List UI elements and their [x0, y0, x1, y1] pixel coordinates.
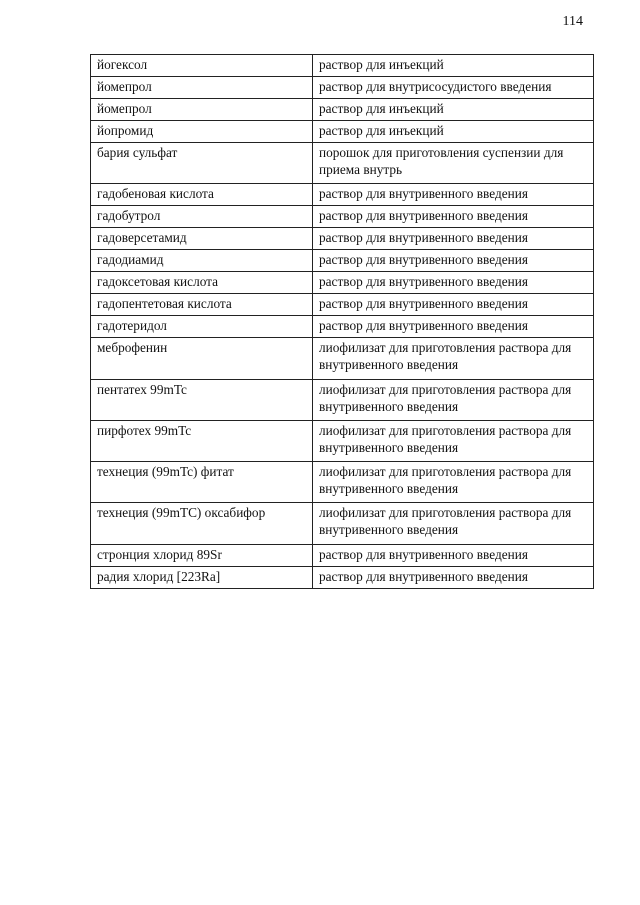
drug-name-cell: пентатех 99mTc	[91, 379, 313, 420]
page-number: 114	[562, 14, 583, 29]
table-row	[91, 143, 594, 184]
dosage-form-cell: раствор для инъекций	[313, 99, 594, 121]
table-row	[91, 206, 594, 228]
table-row	[91, 294, 594, 316]
dosage-form-cell: раствор для инъекций	[313, 55, 594, 77]
dosage-form-cell: раствор для внутривенного введения	[313, 228, 594, 250]
drug-name-cell: гадопентетовая кислота	[91, 294, 313, 316]
drug-name-cell: йомепрол	[91, 99, 313, 121]
table-row	[91, 250, 594, 272]
drug-name-cell: пирфотех 99mTc	[91, 420, 313, 461]
drug-name-cell: технеция (99mTC) оксабифор	[91, 503, 313, 544]
drug-name-cell: бария сульфат	[91, 143, 313, 184]
table-row	[91, 184, 594, 206]
dosage-form-cell: раствор для внутривенного введения	[313, 566, 594, 588]
dosage-form-cell: раствор для внутривенного введения	[313, 316, 594, 338]
table-row	[91, 77, 594, 99]
drug-name-cell: йомепрол	[91, 77, 313, 99]
table-row	[91, 228, 594, 250]
table-row	[91, 379, 594, 420]
dosage-form-cell: раствор для внутривенного введения	[313, 250, 594, 272]
dosage-form-cell: лиофилизат для приготовления раствора для внутривенного введения	[313, 420, 594, 461]
dosage-form-cell: раствор для внутривенного введения	[313, 294, 594, 316]
table-row	[91, 503, 594, 544]
dosage-form-cell: лиофилизат для приготовления раствора для внутривенного введения	[313, 462, 594, 503]
dosage-form-cell: раствор для инъекций	[313, 121, 594, 143]
drug-name-cell: йопромид	[91, 121, 313, 143]
dosage-form-cell: раствор для внутривенного введения	[313, 272, 594, 294]
table-row	[91, 121, 594, 143]
dosage-form-cell: раствор для внутривенного введения	[313, 184, 594, 206]
table-row	[91, 338, 594, 379]
dosage-form-cell: порошок для приготовления суспензии для приема внутрь	[313, 143, 594, 184]
dosage-form-cell: раствор для внутривенного введения	[313, 544, 594, 566]
table-row	[91, 99, 594, 121]
table-row	[91, 462, 594, 503]
drug-name-cell: гадодиамид	[91, 250, 313, 272]
drug-name-cell: гадоверсетамид	[91, 228, 313, 250]
drug-table	[90, 54, 594, 589]
dosage-form-cell: лиофилизат для приготовления раствора для внутривенного введения	[313, 379, 594, 420]
table-row	[91, 272, 594, 294]
drug-name-cell: стронция хлорид 89Sr	[91, 544, 313, 566]
dosage-form-cell: лиофилизат для приготовления раствора для внутривенного введения	[313, 503, 594, 544]
table-row	[91, 566, 594, 588]
drug-name-cell: гадобутрол	[91, 206, 313, 228]
table-row	[91, 316, 594, 338]
drug-name-cell: гадоксетовая кислота	[91, 272, 313, 294]
drug-name-cell: гадотеридол	[91, 316, 313, 338]
drug-name-cell: йогексол	[91, 55, 313, 77]
dosage-form-cell: раствор для внутривенного введения	[313, 206, 594, 228]
drug-name-cell: технеция (99mTc) фитат	[91, 462, 313, 503]
table-row	[91, 544, 594, 566]
dosage-form-cell: раствор для внутрисосудистого введения	[313, 77, 594, 99]
table-row	[91, 55, 594, 77]
drug-name-cell: радия хлорид [223Ra]	[91, 566, 313, 588]
table-row	[91, 420, 594, 461]
dosage-form-cell: лиофилизат для приготовления раствора для внутривенного введения	[313, 338, 594, 379]
drug-name-cell: меброфенин	[91, 338, 313, 379]
drug-name-cell: гадобеновая кислота	[91, 184, 313, 206]
